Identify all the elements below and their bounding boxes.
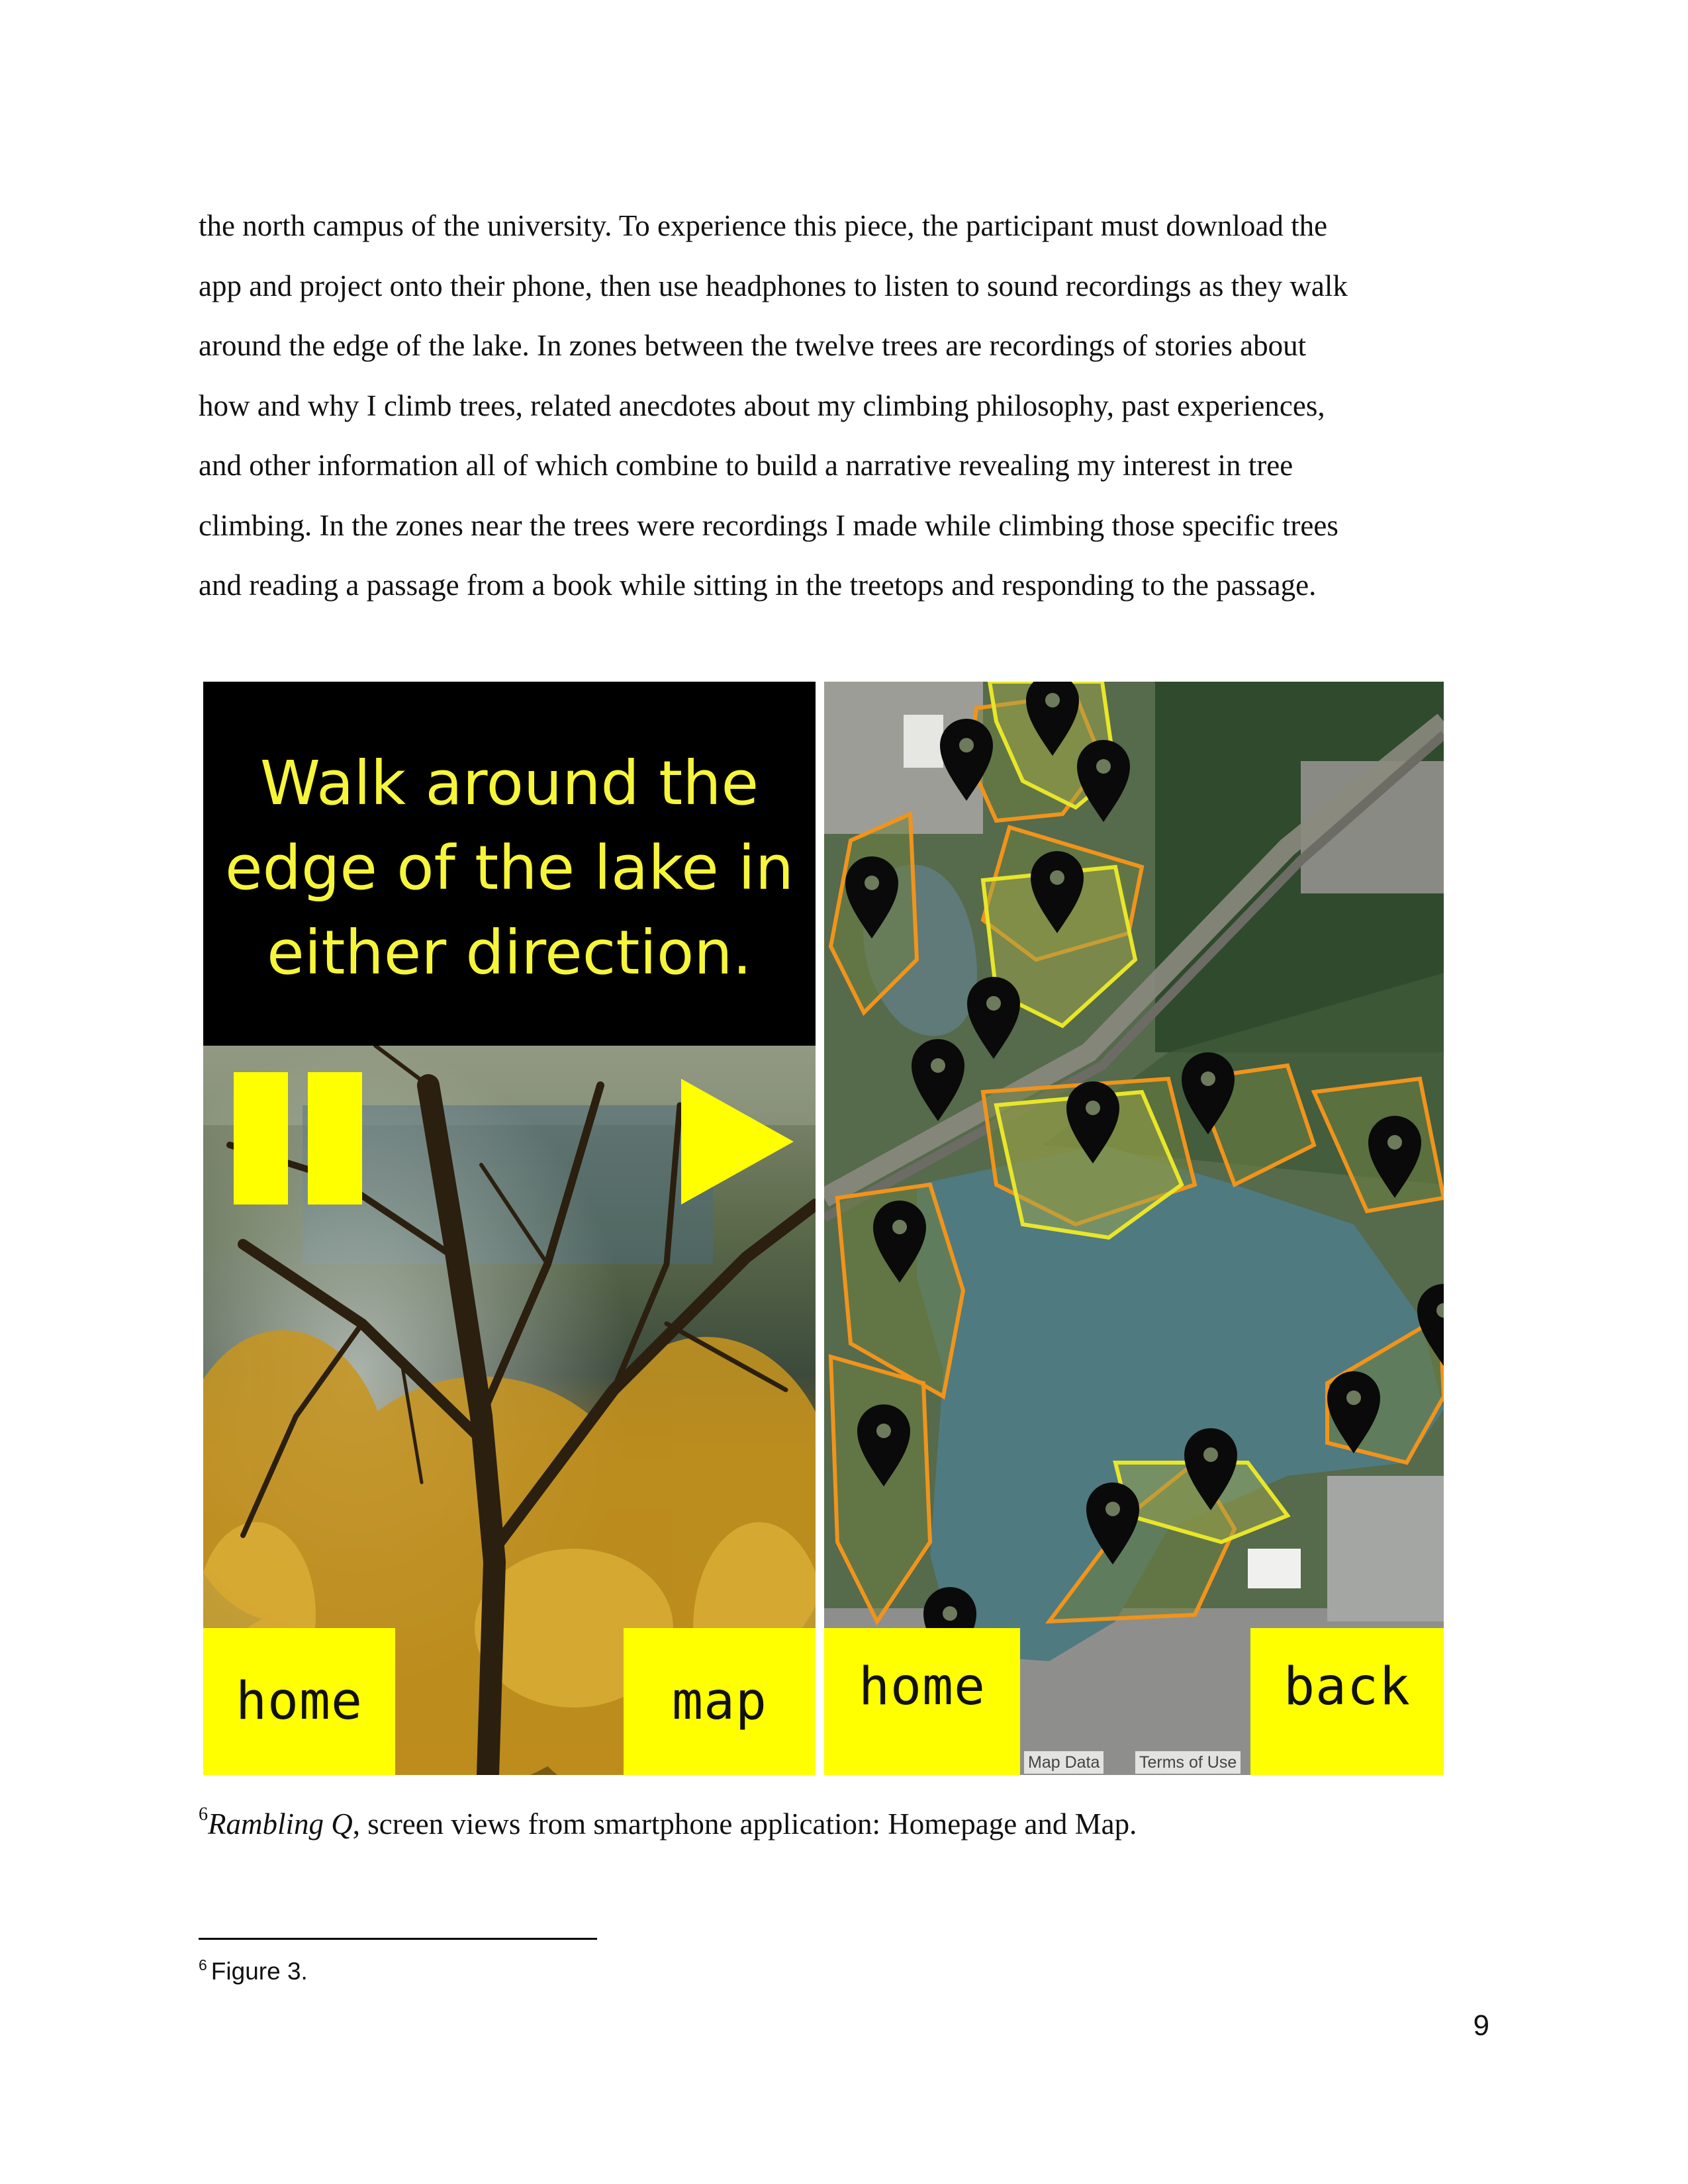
paragraph-line: app and project onto their phone, then use headphones to listen to sound recordings as they walk: [199, 269, 1348, 302]
figure-caption: [199, 1804, 1137, 1841]
map-markers: [824, 682, 1444, 1775]
paragraph-line: and reading a passage from a book while sitting in the treetops and responding to the passage.: [199, 569, 1317, 602]
map-pin-icon[interactable]: [1077, 740, 1130, 822]
map-pin-icon[interactable]: [857, 1404, 910, 1486]
instruction-line: edge of the lake in: [224, 833, 794, 903]
caption-footnote-mark: 6: [199, 1804, 208, 1825]
footnote: [199, 1958, 308, 1985]
map-pin-icon[interactable]: [1031, 851, 1084, 933]
page-number: 9: [1473, 2009, 1489, 2042]
instruction-line: Walk around the: [259, 748, 759, 819]
paragraph-line: around the edge of the lake. In zones between the twelve trees are recordings of stories about: [199, 329, 1307, 362]
map-pin-icon[interactable]: [1066, 1081, 1119, 1163]
map-pin-icon[interactable]: [967, 977, 1020, 1059]
terms-of-use-link[interactable]: Terms of Use: [1135, 1751, 1241, 1774]
map-pin-icon[interactable]: [1184, 1428, 1237, 1510]
caption-text: , screen views from smartphone application: Homepage and Map.: [352, 1807, 1137, 1841]
footnote-divider: [199, 1938, 597, 1940]
paragraph-line: climbing. In the zones near the trees were recordings I made while climbing those specific trees: [199, 508, 1338, 542]
home-button[interactable]: home: [203, 1628, 395, 1775]
footnote-mark: 6: [199, 1956, 207, 1974]
footnote-text: Figure 3.: [211, 1958, 308, 1985]
map-pin-icon[interactable]: [873, 1201, 926, 1283]
map-pin-icon[interactable]: [1026, 682, 1079, 756]
map-pin-icon[interactable]: [1417, 1284, 1444, 1366]
map-button[interactable]: map: [624, 1628, 816, 1775]
map-pin-icon[interactable]: [1368, 1116, 1421, 1198]
paragraph-line: the north campus of the university. To experience this piece, the participant must download the: [199, 209, 1328, 242]
caption-title: Rambling Q: [208, 1807, 353, 1841]
map-pin-icon[interactable]: [845, 856, 898, 938]
map-screen: [824, 682, 1444, 1775]
map-pin-icon[interactable]: [940, 719, 993, 801]
map-pin-icon[interactable]: [1086, 1482, 1139, 1565]
play-icon[interactable]: [681, 1079, 794, 1205]
map-pin-icon[interactable]: [912, 1039, 964, 1121]
paragraph-line: and other information all of which combine to build a narrative revealing my interest in tree: [199, 449, 1293, 482]
map-pin-icon[interactable]: [1182, 1052, 1235, 1134]
home-button[interactable]: home: [824, 1628, 1020, 1775]
map-pin-icon[interactable]: [1327, 1371, 1380, 1453]
body-paragraph: [199, 196, 1509, 615]
map-data-link[interactable]: Map Data: [1024, 1751, 1103, 1774]
pause-icon[interactable]: [234, 1072, 362, 1205]
instruction-line: either direction.: [267, 917, 752, 988]
back-button[interactable]: back: [1250, 1628, 1444, 1775]
homepage-screen: [203, 682, 816, 1775]
paragraph-line: how and why I climb trees, related anecdotes about my climbing philosophy, past experiences,: [199, 388, 1325, 422]
instruction-panel: [203, 682, 816, 1046]
app-screens-figure: [203, 682, 1444, 1775]
instruction-text: [203, 741, 816, 995]
